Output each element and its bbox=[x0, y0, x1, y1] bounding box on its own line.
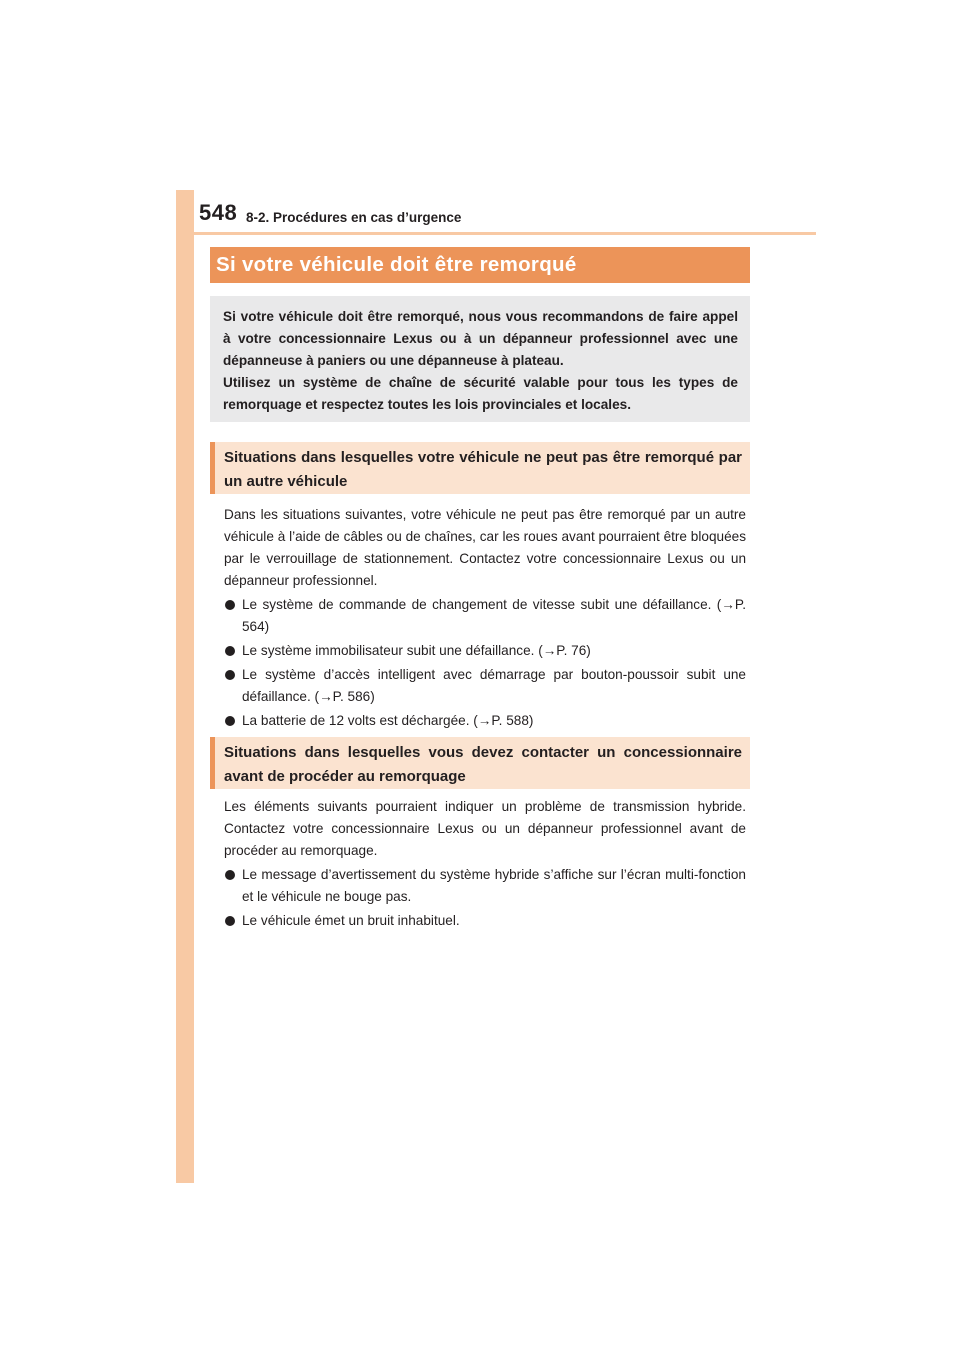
section-heading-text: Situations dans lesquelles vous devez contacter un concessionnaire avant de procéder au remorquage bbox=[224, 744, 742, 785]
list-item bbox=[224, 864, 746, 908]
page-title: Si votre véhicule doit être remorqué bbox=[216, 253, 577, 276]
section-reference: 8-2. Procédures en cas d’urgence bbox=[246, 210, 462, 225]
bullet-icon bbox=[225, 600, 235, 610]
bullet-icon bbox=[225, 646, 235, 656]
intro-paragraph: Si votre véhicule doit être remorqué, nous vous recommandons de faire appel à votre concessionnaire Lexus ou à un dépanneur professionnel avec une dépanneuse à paniers ou une dépanneuse à plateau. bbox=[223, 309, 738, 368]
bullet-icon bbox=[225, 716, 235, 726]
bullet-icon bbox=[225, 870, 235, 880]
section-body-contact-dealer bbox=[224, 796, 746, 932]
section-heading-contact-dealer bbox=[210, 737, 750, 789]
list-item-text: Le véhicule émet un bruit inhabituel. bbox=[242, 913, 460, 928]
list-item-text: Le système immobilisateur subit une défaillance. (→P. 76) bbox=[242, 643, 591, 658]
bullet-icon bbox=[225, 670, 235, 680]
side-color-band bbox=[176, 190, 194, 1183]
page-title-bar bbox=[210, 247, 750, 283]
list-item bbox=[224, 664, 746, 708]
body-paragraph: Les éléments suivants pourraient indiquer un problème de transmission hybride. Contactez votre concessionnaire Lexus ou un dépanneur professionnel avant de procéder au remorquage. bbox=[224, 799, 746, 858]
section-heading-cannot-tow bbox=[210, 442, 750, 494]
list-item-text: Le système d’accès intelligent avec démarrage par bouton-poussoir subit une défaillance. (→P. 586) bbox=[242, 667, 746, 704]
list-item-text: Le message d’avertissement du système hybride s’affiche sur l’écran multi-fonction et le véhicule ne bouge pas. bbox=[242, 867, 746, 904]
list-item bbox=[224, 640, 746, 662]
list-item bbox=[224, 594, 746, 638]
body-paragraph: Dans les situations suivantes, votre véhicule ne peut pas être remorqué par un autre véhicule à l’aide de câbles ou de chaînes, car les roues avant pourraient être bloquées par le verrouillage de stationnement. Contactez votre concessionnaire Lexus ou un dépanneur professionnel. bbox=[224, 507, 746, 588]
list-item bbox=[224, 910, 746, 932]
page-number: 548 bbox=[199, 200, 238, 225]
intro-box bbox=[210, 296, 750, 422]
bullet-icon bbox=[225, 916, 235, 926]
list-item bbox=[224, 710, 746, 732]
list-item-text: Le système de commande de changement de vitesse subit une défaillance. (→P. 564) bbox=[242, 597, 746, 634]
section-heading-text: Situations dans lesquelles votre véhicule ne peut pas être remorqué par un autre véhicule bbox=[224, 449, 742, 490]
list-item-text: La batterie de 12 volts est déchargée. (→P. 588) bbox=[242, 713, 534, 728]
section-body-cannot-tow bbox=[224, 504, 746, 732]
header-rule bbox=[176, 232, 816, 235]
intro-paragraph: Utilisez un système de chaîne de sécurité valable pour tous les types de remorquage et respectez toutes les lois provinciales et locales. bbox=[223, 375, 738, 412]
